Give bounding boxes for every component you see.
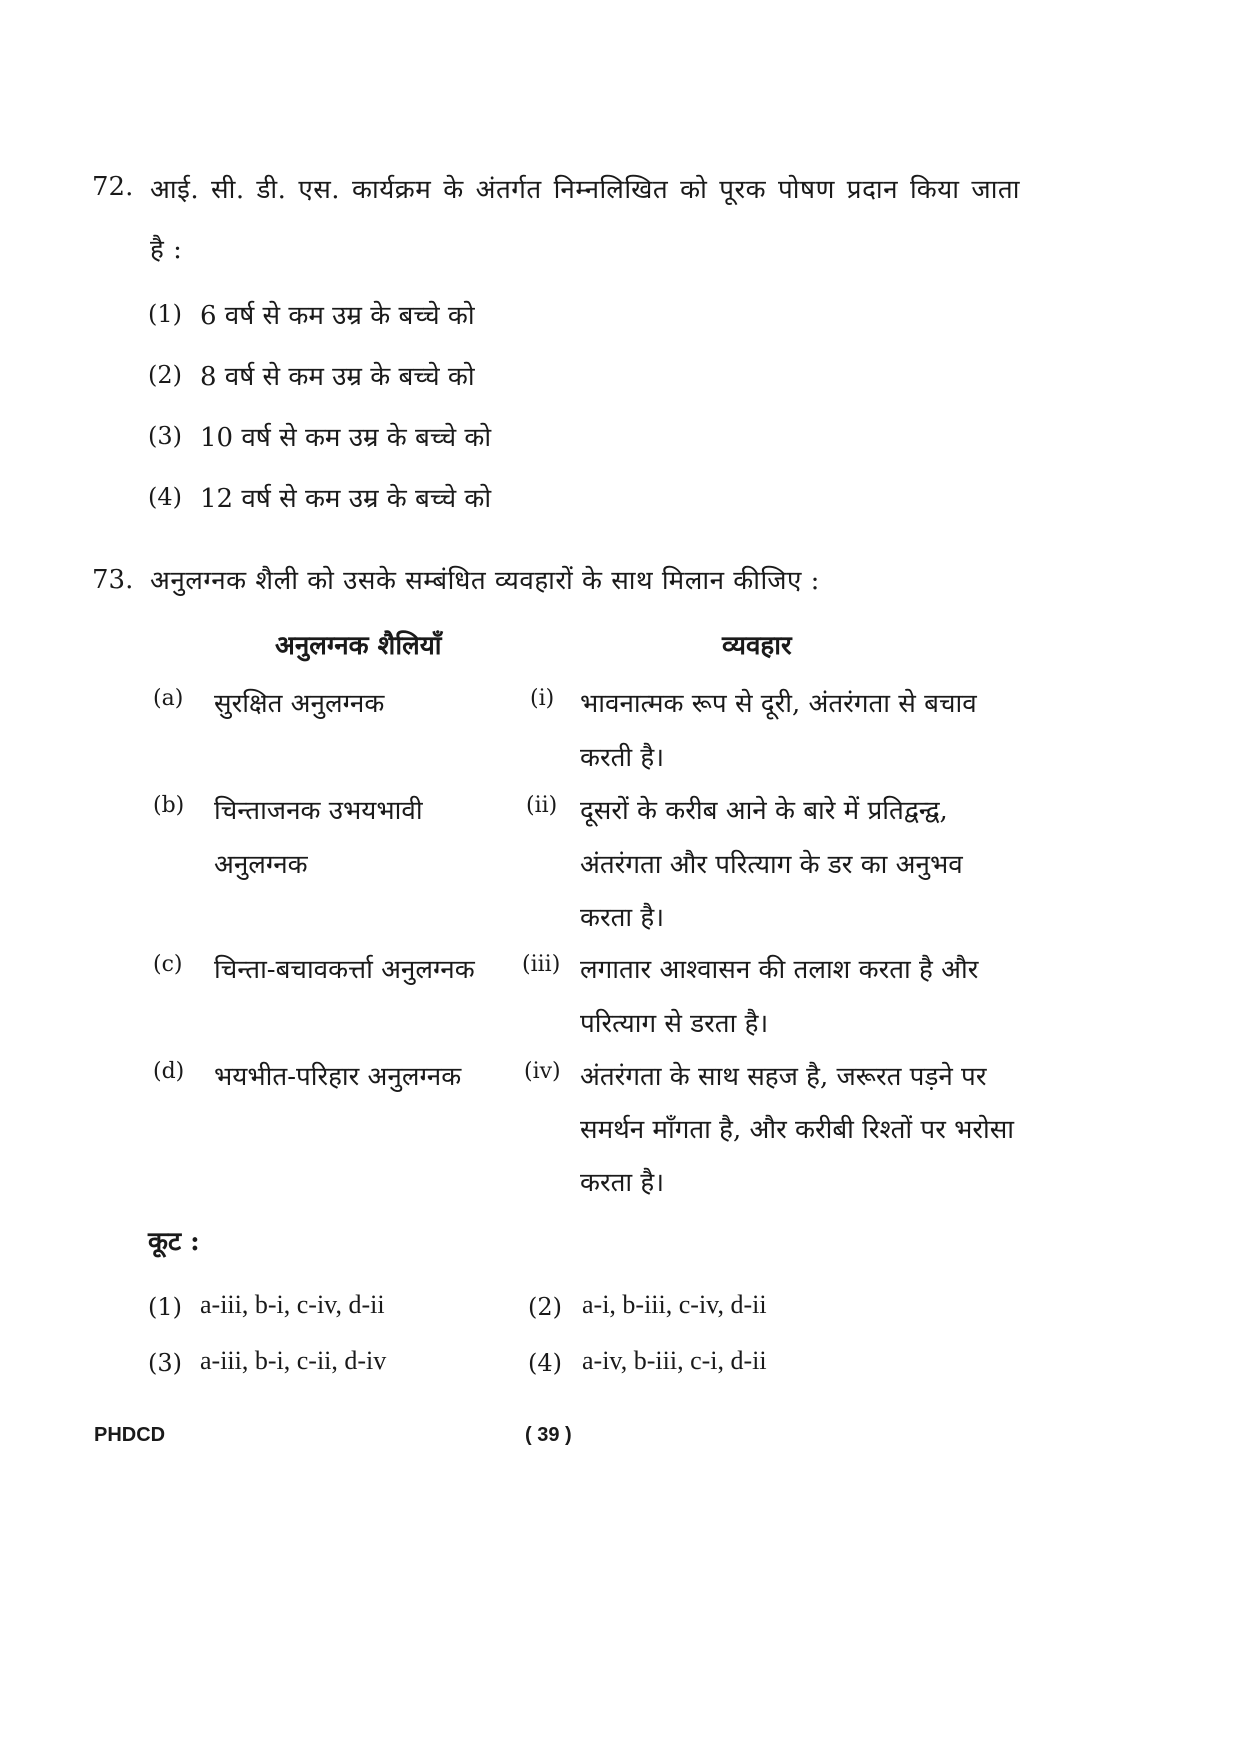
q72-option-4-text: 12 वर्ष से कम उम्र के बच्चे को (200, 484, 492, 514)
q73-left-label-b: (b) (153, 793, 185, 818)
footer-code: PHDCD (94, 1424, 166, 1446)
q73-number: 73. (92, 565, 134, 595)
q73-left-heading: अनुलग्नक शैलियाँ (275, 631, 442, 661)
q73-left-text-b-1: चिन्ताजनक उभयभावी (214, 796, 423, 826)
q73-left-text-a-1: सुरक्षित अनुलग्नक (214, 689, 385, 719)
page-number: ( 39 ) (525, 1424, 572, 1446)
q73-left-text-d-1: भयभीत-परिहार अनुलग्नक (214, 1062, 462, 1092)
q72-text-line1: आई. सी. डी. एस. कार्यक्रम के अंतर्गत निम्नलिखित को पूरक पोषण प्रदान किया जाता (150, 175, 1020, 205)
q72-option-3-text: 10 वर्ष से कम उम्र के बच्चे को (200, 423, 492, 453)
q72-option-4-num: (4) (148, 483, 182, 511)
q73-right-heading: व्यवहार (722, 631, 792, 661)
q73-right-text-ii-1: दूसरों के करीब आने के बारे में प्रतिद्वन्द्व, (580, 796, 948, 826)
q73-left-label-c: (c) (153, 952, 183, 977)
q73-right-text-i-2: करती है। (580, 743, 665, 773)
q73-right-text-iii-1: लगातार आश्वासन की तलाश करता है और (580, 955, 979, 985)
q73-code-4-num: (4) (528, 1349, 562, 1377)
q73-code-label: कूट : (148, 1227, 200, 1257)
q72-option-1-num: (1) (148, 300, 182, 328)
q73-right-text-iv-2: समर्थन माँगता है, और करीबी रिश्तों पर भरोसा (580, 1115, 1015, 1145)
q73-right-text-ii-3: करता है। (580, 903, 665, 933)
q73-code-2-num: (2) (528, 1293, 562, 1321)
q72-text-line2: है : (150, 235, 183, 265)
q72-option-2-num: (2) (148, 361, 182, 389)
q72-number: 72. (92, 172, 134, 202)
q73-right-text-ii-2: अंतरंगता और परित्याग के डर का अनुभव (580, 850, 963, 880)
q73-left-label-a: (a) (153, 686, 184, 711)
q73-left-text-b-2: अनुलग्नक (214, 850, 308, 880)
q73-code-4-text: a-iv, b-iii, c-i, d-ii (582, 1346, 767, 1375)
q73-code-3-num: (3) (148, 1349, 182, 1377)
q72-option-3-num: (3) (148, 422, 182, 450)
q73-left-label-d: (d) (153, 1059, 185, 1084)
q72-option-1-text: 6 वर्ष से कम उम्र के बच्चे को (200, 301, 475, 331)
q73-right-text-iv-3: करता है। (580, 1168, 665, 1198)
q73-right-label-ii: (ii) (526, 793, 558, 818)
q73-code-1-num: (1) (148, 1293, 182, 1321)
q73-right-label-i: (i) (530, 686, 555, 711)
q73-text: अनुलग्नक शैली को उसके सम्बंधित व्यवहारों के साथ मिलान कीजिए : (150, 566, 820, 596)
q73-right-text-i-1: भावनात्मक रूप से दूरी, अंतरंगता से बचाव (580, 689, 977, 719)
q73-code-3-text: a-iii, b-i, c-ii, d-iv (200, 1346, 387, 1375)
q73-code-2-text: a-i, b-iii, c-iv, d-ii (582, 1290, 767, 1319)
q72-option-2-text: 8 वर्ष से कम उम्र के बच्चे को (200, 362, 475, 392)
q73-right-label-iv: (iv) (524, 1059, 561, 1084)
q73-left-text-c-1: चिन्ता-बचावकर्त्ता अनुलग्नक (214, 955, 475, 985)
q73-code-1-text: a-iii, b-i, c-iv, d-ii (200, 1290, 385, 1319)
q73-right-text-iv-1: अंतरंगता के साथ सहज है, जरूरत पड़ने पर (580, 1062, 987, 1092)
q73-right-text-iii-2: परित्याग से डरता है। (580, 1009, 769, 1039)
q73-right-label-iii: (iii) (522, 952, 561, 977)
